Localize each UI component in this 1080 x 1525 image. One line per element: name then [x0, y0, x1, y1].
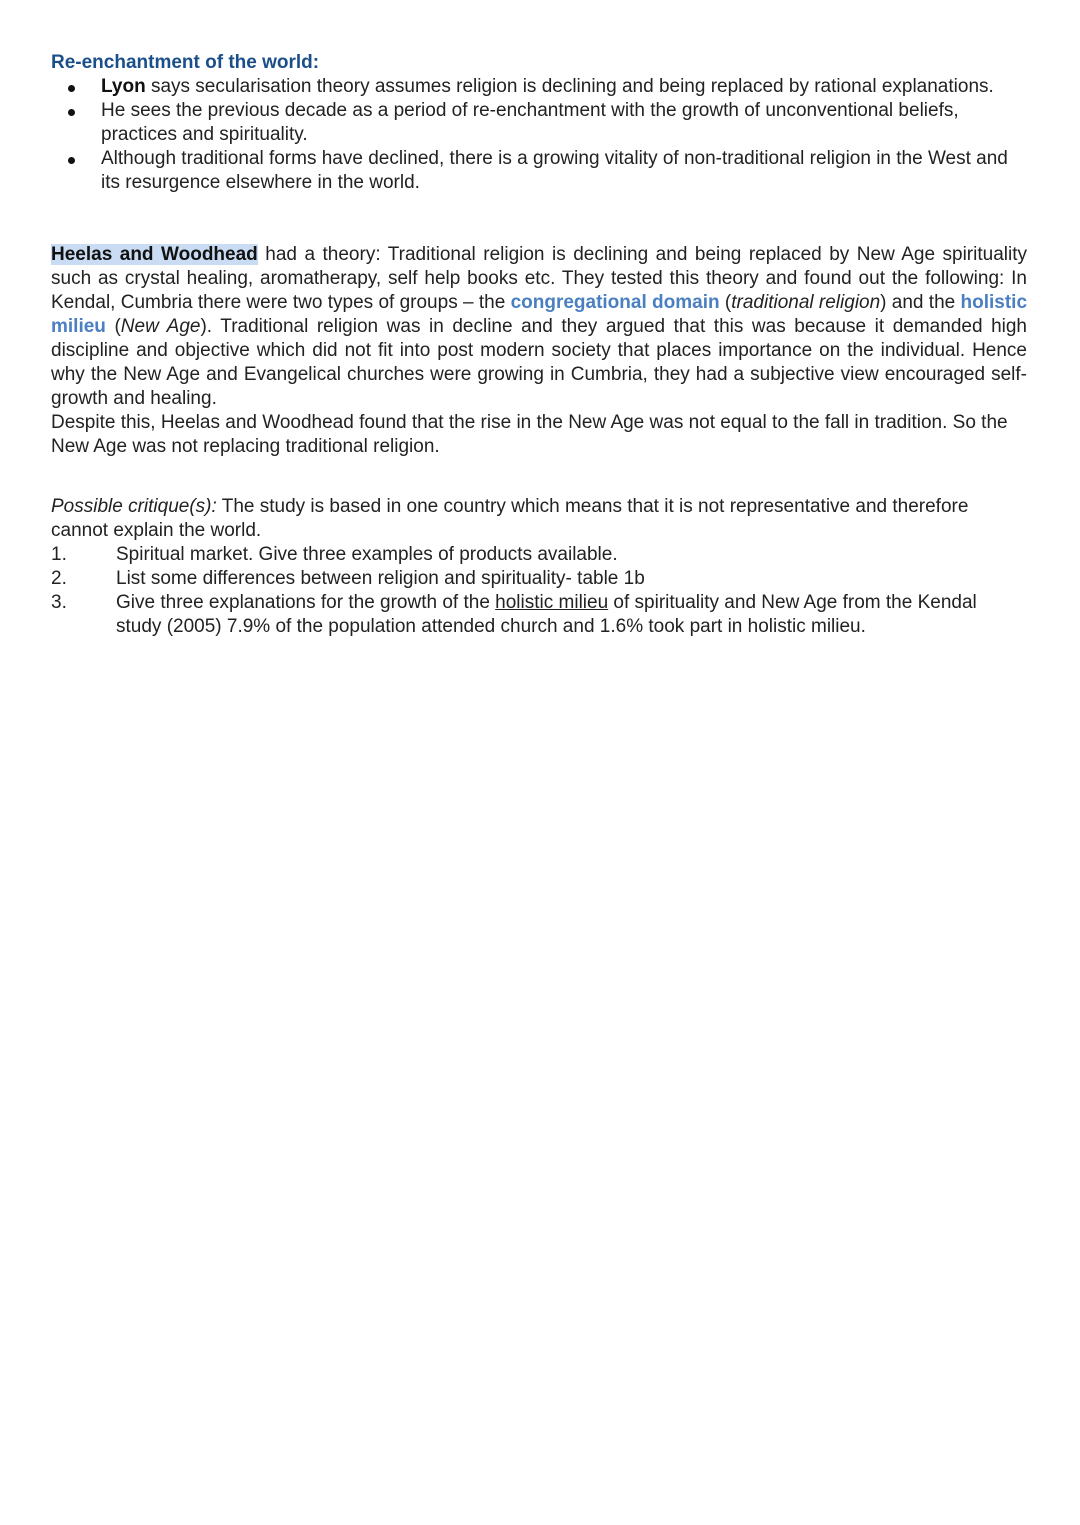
question-item — [51, 543, 1027, 567]
paragraph-theory — [51, 243, 1027, 411]
bullet-text: He sees the previous decade as a period of re-enchantment with the growth of unconventional beliefs, practices and spirituality. — [101, 100, 959, 145]
question-list — [51, 543, 1027, 639]
paragraph-conclusion: Despite this, Heelas and Woodhead found that the rise in the New Age was not equal to the fall in tradition. So the New Age was not replacing traditional religion. — [51, 412, 1008, 457]
section-re-enchantment — [51, 51, 1027, 195]
section-critique — [51, 495, 1027, 639]
question-item — [51, 591, 1027, 639]
document-content — [51, 51, 1027, 639]
critique-paragraph — [51, 495, 1027, 543]
bullet-item — [51, 99, 1027, 147]
question-text: List some differences between religion and spirituality- table 1b — [116, 568, 645, 589]
question-number: 1. — [51, 544, 67, 565]
bullet-dot-icon — [68, 85, 75, 92]
question-text: Give three explanations for the growth of the — [116, 592, 496, 613]
paragraph-text: had a theory: Traditional religion is declining and being replaced by New Age spirituality such as crystal healing, aromatherapy, self help books etc. They tested this theory and found out the following: In Kendal, Cumbria there were two types of groups – the — [51, 244, 1027, 313]
bullet-text: Although traditional forms have declined, there is a growing vitality of non-traditional religion in the West and its resurgence elsewhere in the world. — [101, 148, 1008, 193]
bullet-item — [51, 75, 1027, 99]
question-text: Spiritual market. Give three examples of products available. — [116, 544, 618, 565]
highlighted-authors: Heelas and Woodhead — [51, 244, 258, 265]
critique-text: The study is based in one country which means that it is not representative and therefore cannot explain the world. — [51, 496, 969, 541]
term-congregational-domain: congregational domain — [510, 292, 720, 313]
bullet-text: says secularisation theory assumes religion is declining and being replaced by rational explanations. — [145, 76, 994, 97]
bullet-dot-icon — [68, 157, 75, 164]
bullet-item — [51, 147, 1027, 195]
term-holistic-milieu: holistic milieu — [51, 292, 1028, 337]
bullet-bold-text: Lyon — [101, 76, 146, 97]
term-note: New Age — [120, 316, 201, 337]
underlined-term: holistic milieu — [495, 592, 609, 613]
section-heading: Re-enchantment of the world: — [51, 52, 320, 73]
term-note: traditional religion — [731, 292, 881, 313]
paren-open: ( — [719, 292, 732, 313]
paragraph-text: ). Traditional religion was in decline and they argued that this was because it demanded high discipline and objective which did not fit into post modern society that places importance on the individual. Hence why the New Age and Evangelical churches were growing in Cumbria, they had a subjective view encouraged self-growth and healing. — [51, 316, 1027, 409]
question-number: 2. — [51, 568, 67, 589]
bullet-list — [51, 75, 1027, 195]
paren-close-text: ) and the — [880, 292, 961, 313]
question-text: of spirituality and New Age from the Kendal study (2005) 7.9% of the population attended church and 1.6% took part in holistic milieu. — [116, 592, 977, 637]
paren-open: ( — [105, 316, 121, 337]
question-number: 3. — [51, 592, 67, 613]
critique-label: Possible critique(s): — [51, 496, 217, 517]
bullet-dot-icon — [68, 109, 75, 116]
section-heelas-woodhead — [51, 243, 1027, 459]
question-item — [51, 567, 1027, 591]
